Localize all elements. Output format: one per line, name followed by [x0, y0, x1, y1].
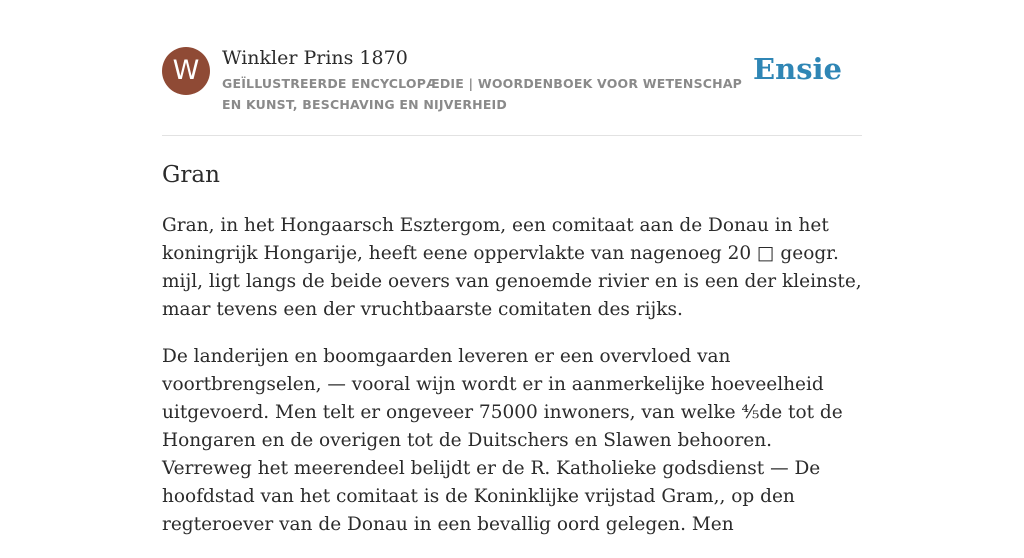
article-title: Gran	[162, 162, 220, 188]
article-paragraph: Gran, in het Hongaarsch Esztergom, een comitaat aan de Donau in het koningrijk Hongarije, heeft eene oppervlakte van nagenoeg 20 □ geogr. mijl, ligt langs de beide oevers van genoemde rivier en is een der kleinste, maar tevens een der vruchtbaarste comitaten des rijks.	[162, 215, 862, 320]
article-body	[162, 212, 862, 558]
book-title-block	[222, 46, 752, 115]
book-subtitle: GEÏLLUSTREERDE ENCYCLOPÆDIE | WOORDENBOEK VOOR WETENSCHAP EN KUNST, BESCHAVING EN NIJVERHEID	[222, 76, 743, 112]
article-paragraph: De landerijen en boomgaarden leveren er een overvloed van voortbrengselen, — vooral wijn wordt er in aanmerkelijke hoeveelheid uitgevoerd. Men telt er ongeveer 75000 inwoners, van welke ⅘de tot de Hongaren en de overigen tot de Duitschers en Slawen behooren. Verreweg het meerendeel belijdt er de R. Katholieke godsdienst — De hoofdstad van het comitaat is de Koninklijke vrijstad Gram,, op den regteroever van de Donau in een bevallig oord gelegen. Men	[162, 346, 843, 535]
book-title-link[interactable]: Winkler Prins 1870	[222, 47, 408, 69]
book-header	[162, 46, 862, 116]
ensie-logo-link[interactable]: Ensie	[753, 52, 842, 86]
header-divider	[162, 135, 862, 136]
book-avatar[interactable]: W	[162, 47, 210, 95]
page	[162, 0, 862, 535]
